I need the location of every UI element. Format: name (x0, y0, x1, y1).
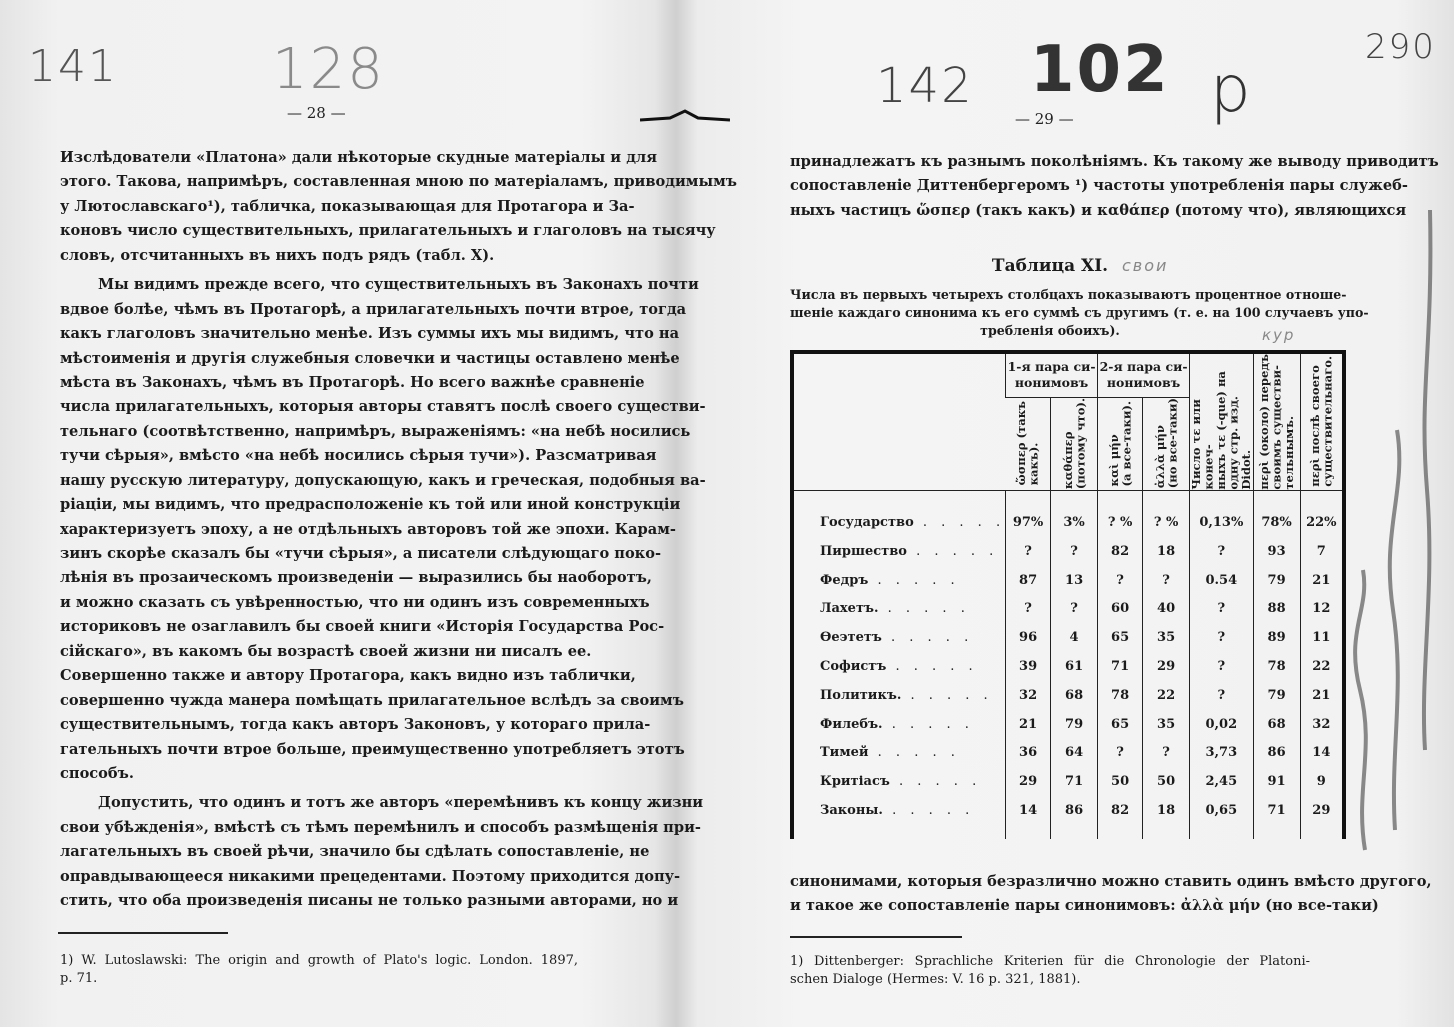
row-name: Федръ (820, 572, 869, 588)
table-cell: 89 (1253, 623, 1300, 652)
leader-dots: . . . . . (881, 630, 974, 646)
data-table (790, 350, 1346, 839)
table-corner-cell (792, 352, 1006, 490)
table-row (792, 710, 1344, 739)
leader-dots: . . . . . (868, 572, 960, 588)
row-label (792, 681, 1006, 710)
table-row (792, 681, 1344, 710)
text-line: schen Dialoge (Hermes: V. 16 p. 321, 1881). (790, 972, 1081, 987)
text-line: Мы видимъ прежде всего, что существительныхъ въ Законахъ почти (98, 276, 699, 294)
text-line: принадлежатъ къ разнымъ поколѣніямъ. Къ такому же выводу приводитъ (790, 153, 1439, 170)
table-cell: ? (1143, 739, 1190, 768)
handwritten-number: 290 (1365, 27, 1436, 67)
column-header (1051, 397, 1098, 490)
table-cell: 21 (1006, 710, 1051, 739)
row-name: Ѳеэтетъ (820, 630, 882, 646)
table-cell: 65 (1098, 623, 1143, 652)
table-cell: 78% (1253, 508, 1300, 537)
row-label (792, 796, 1006, 825)
text-line: ныхъ частицъ ὥσπερ (такъ какъ) и καθάπερ (потому что), являющихся (790, 201, 1407, 219)
text-line: у Лютославскаго¹), табличка, показывающая для Протагора и За- (60, 197, 635, 215)
text-line: и такое же сопоставленіе пары синонимовъ: ἀλλὰ μήν (но все-таки) (790, 897, 1379, 915)
column-header (1300, 352, 1344, 490)
table-cell: 35 (1143, 710, 1190, 739)
table-cell: 65 (1098, 710, 1143, 739)
footnote-rule (790, 936, 962, 938)
table-cell: 4 (1051, 623, 1098, 652)
table-cell: 79 (1253, 681, 1300, 710)
text-line: Изслѣдователи «Платона» дали нѣкоторые скудные матеріалы и для (60, 149, 657, 166)
table-cell: 93 (1253, 537, 1300, 566)
leader-dots: . . . . . (889, 774, 982, 790)
text-line: и можно сказать съ увѣренностью, что ни одинъ изъ современныхъ (60, 593, 650, 611)
table-caption (790, 286, 1369, 340)
table-cell: ? (1006, 537, 1051, 566)
table-cell: 7 (1300, 537, 1344, 566)
page-number: — 28 — (287, 104, 346, 122)
column-header-text: περὶ послѣ своего существительнаго. (1307, 356, 1335, 488)
column-header-text: Число τε или конеч- ныхъ τε (-que) на одну стр. изд. Didot. (1189, 371, 1254, 490)
table-cell: 0,13% (1190, 508, 1254, 537)
text-line: историковъ не озаглавилъ бы своей книги «Исторія Государства Рос- (60, 618, 665, 636)
text-line: мѣста въ Законахъ, чѣмъ въ Протагорѣ. Но всего важнѣе сравненіе (60, 373, 645, 391)
left-footnote (60, 952, 578, 988)
table-cell: 71 (1098, 652, 1143, 681)
table-cell: 0.54 (1190, 566, 1254, 595)
text-line: оправдывающееся никакими прецедентами. Поэтому приходится допу- (60, 867, 681, 885)
table-row (792, 623, 1344, 652)
table-cell: 32 (1300, 710, 1344, 739)
table-cell: 3,73 (1190, 739, 1254, 768)
footnote-rule (58, 932, 228, 934)
text-line: тучи сѣрыя», вмѣсто «на небѣ носились сѣрыя тучи»). Разсматривая (60, 447, 657, 465)
leader-dots: . . . . . (882, 716, 974, 732)
handwritten-note: свои (1122, 256, 1169, 275)
text-line: зинъ скорѣе сказалъ бы «тучи сѣрыя», а писатели слѣдующаго поко- (60, 545, 662, 562)
table-cell: 29 (1300, 796, 1344, 825)
text-line: Допустить, что одинъ и тотъ же авторъ «перемѣнивъ къ концу жизни (98, 794, 704, 812)
table-cell: 68 (1051, 681, 1098, 710)
table-cell: ? % (1143, 508, 1190, 537)
table-cell: 22 (1300, 652, 1344, 681)
table-cell: 0,02 (1190, 710, 1254, 739)
row-label (792, 710, 1006, 739)
table-cell: 13 (1051, 566, 1098, 595)
text-line: нашу русскую литературу, допускающую, какъ и греческая, подобныя ва- (60, 471, 706, 489)
table-cell: 50 (1143, 767, 1190, 796)
table-cell: ? (1051, 595, 1098, 624)
table-cell: 22% (1300, 508, 1344, 537)
table-cell: 86 (1051, 796, 1098, 825)
row-name: Софистъ (820, 659, 887, 674)
column-header-text: καὶ μήν (а все-таки). (1106, 400, 1134, 487)
column-header (1006, 397, 1051, 490)
binding-mark (640, 108, 730, 128)
table-row (792, 566, 1344, 595)
table-row (792, 739, 1344, 768)
row-label (792, 623, 1006, 652)
text-line: тельнаго (соотвѣтственно, напримѣръ, выраженіямъ: «на небѣ носились (60, 422, 691, 440)
row-name: Критіасъ (820, 774, 890, 790)
table-cell: ? (1190, 681, 1254, 710)
right-page-body-top (790, 150, 1439, 223)
caption-line: требленія обоихъ). (980, 323, 1120, 338)
column-header-text: ὥσπερ (такъ какъ). (1014, 401, 1041, 486)
text-line: 1) W. Lutoslawski: The origin and growth of Plato's logic. London. 1897, (60, 953, 578, 968)
text-line: сійскаго», въ какомъ бы возрастѣ своей жизни ни писалъ ее. (60, 642, 592, 660)
table-cell: 3% (1051, 508, 1098, 537)
table-cell: 11 (1300, 623, 1344, 652)
text-line: гательныхъ почти втрое больше, преимущественно употребляетъ этотъ (60, 740, 685, 758)
text-line: существительнымъ, тогда какъ авторъ Законовъ, у котораго прила- (60, 716, 651, 734)
row-name: Пиршество (820, 543, 907, 559)
row-name: Тимей (820, 745, 869, 761)
table-cell: 50 (1098, 767, 1143, 796)
table-cell: ? (1051, 537, 1098, 566)
row-name: Законы. (820, 802, 883, 818)
text-line: коновъ число существительныхъ, прилагательныхъ и глаголовъ на тысячу (60, 222, 716, 240)
text-line: этого. Такова, напримѣръ, составленная мною по матеріаламъ, приводимымъ (60, 173, 737, 191)
row-label (792, 566, 1006, 595)
table-cell: 64 (1051, 739, 1098, 768)
text-line: характеризуетъ эпоху, а не отдѣльныхъ авторовъ той же эпохи. Карам- (60, 520, 676, 538)
column-header-text: καθάπερ (потому что). (1060, 398, 1088, 490)
table-cell: 61 (1051, 652, 1098, 681)
text-line: какъ глаголовъ значительно менѣе. Изъ суммы ихъ мы видимъ, что на (60, 325, 680, 343)
table-cell: 36 (1006, 739, 1051, 768)
table-cell: 97% (1006, 508, 1051, 537)
handwritten-letter: р (1210, 53, 1253, 127)
leader-dots: . . . . . (882, 802, 975, 818)
text-line: совершенно чужда манера помѣщать прилагательное вслѣдъ за своимъ (60, 691, 684, 709)
column-header (1253, 352, 1300, 490)
row-name: Политикъ. (820, 687, 902, 703)
table-cell: 79 (1253, 566, 1300, 595)
handwritten-note: кур (1262, 326, 1296, 344)
page-number: — 29 — (1015, 110, 1074, 128)
row-label (792, 537, 1006, 566)
table-cell: ? (1098, 566, 1143, 595)
text-line: Совершенно также и автору Протагора, какъ видно изъ таблички, (60, 667, 636, 685)
table-cell: 88 (1253, 595, 1300, 624)
table-cell: 14 (1300, 739, 1344, 768)
leader-dots: . . . . . (878, 601, 970, 617)
text-line: свои убѣжденія», вмѣстѣ съ тѣмъ перемѣнилъ и способъ размѣщенія при- (60, 818, 701, 836)
table-title: Таблица XI. (991, 256, 1109, 276)
table-cell: 29 (1006, 767, 1051, 796)
caption-line: Числа въ первыхъ четырехъ столбцахъ показываютъ процентное отноше- (790, 287, 1347, 302)
text-line: мѣстоименія и другія служебныя словечки и частицы оставлено менѣе (60, 349, 680, 367)
row-label (792, 508, 1006, 537)
handwritten-number: 141 (28, 41, 118, 92)
leader-dots: . . . . . (913, 515, 1006, 531)
table-cell: 86 (1253, 739, 1300, 768)
table-cell: 18 (1143, 796, 1190, 825)
text-line: способъ. (60, 764, 134, 782)
table-cell: 68 (1253, 710, 1300, 739)
table-cell: 71 (1253, 796, 1300, 825)
table-cell: 29 (1143, 652, 1190, 681)
table-cell: ? (1190, 623, 1254, 652)
table-cell: ? (1190, 595, 1254, 624)
handwritten-number: 142 (876, 58, 974, 114)
table-cell: 18 (1143, 537, 1190, 566)
leader-dots: . . . . . (906, 543, 999, 559)
row-name: Государство (820, 515, 914, 531)
right-page-body-bottom (790, 870, 1432, 919)
right-footnote (790, 953, 1310, 989)
table-cell: 87 (1006, 566, 1051, 595)
text-line: числа прилагательныхъ, которыя авторы ставятъ послѣ своего существи- (60, 398, 706, 416)
text-line: лѣнія въ прозаическомъ произведеніи — выразились бы наоборотъ, (60, 569, 652, 587)
text-line: ріаціи, мы видимъ, что предрасположеніе къ той или иной конструкціи (60, 496, 681, 514)
column-header (1190, 352, 1254, 490)
text-line: 1) Dittenberger: Sprachliche Kriterien für die Chronologie der Platoni- (790, 954, 1310, 969)
row-name: Филебъ. (820, 716, 883, 732)
table-row (792, 652, 1344, 681)
table-cell: 39 (1006, 652, 1051, 681)
column-header-text: περὶ (около) передъ своимъ существи- тельнымъ. (1256, 354, 1296, 490)
table-row (792, 537, 1344, 566)
handwritten-margin-scrawl (1335, 190, 1445, 870)
table-cell: 14 (1006, 796, 1051, 825)
table-cell: 21 (1300, 566, 1344, 595)
table-row (792, 508, 1344, 537)
table-row (792, 595, 1344, 624)
table-cell: 96 (1006, 623, 1051, 652)
column-header-text: ἀλλὰ μήν (но все-таки) (1152, 398, 1180, 489)
table-cell: 82 (1098, 537, 1143, 566)
row-label (792, 652, 1006, 681)
left-page-body (60, 146, 737, 919)
table-cell: 79 (1051, 710, 1098, 739)
column-group-header: 1-я пара си- нонимовъ (1006, 352, 1098, 397)
leader-dots: . . . . . (886, 659, 978, 674)
table-cell: 78 (1098, 681, 1143, 710)
table-cell: 22 (1143, 681, 1190, 710)
table-cell: 60 (1098, 595, 1143, 624)
table-cell: ? (1098, 739, 1143, 768)
column-header (1143, 397, 1190, 490)
table-cell: 0,65 (1190, 796, 1254, 825)
text-line: вдвое болѣе, чѣмъ въ Протагорѣ, а прилагательныхъ почти втрое, тогда (60, 300, 687, 318)
row-name: Лахетъ. (820, 601, 879, 617)
table-cell: 78 (1253, 652, 1300, 681)
text-line: лагательныхъ въ своей рѣчи, значило бы сдѣлать сопоставленіе, не (60, 843, 650, 861)
table-cell: 12 (1300, 595, 1344, 624)
table-cell: ? (1006, 595, 1051, 624)
row-label (792, 739, 1006, 768)
table-cell: ? (1143, 566, 1190, 595)
paragraph (60, 791, 704, 913)
column-group-header: 2-я пара си- нонимовъ (1098, 352, 1190, 397)
row-label (792, 595, 1006, 624)
table-cell: 91 (1253, 767, 1300, 796)
table-cell: ? (1190, 537, 1254, 566)
table-cell: 21 (1300, 681, 1344, 710)
text-line: словъ, отсчитанныхъ въ нихъ подъ рядъ (табл. X). (60, 246, 495, 264)
text-line: стить, что оба произведенія писаны не только разными авторами, но и (60, 892, 679, 910)
text-line: синонимами, которыя безразлично можно ставить одинъ вмѣсто другого, (790, 873, 1432, 890)
table-cell: 71 (1051, 767, 1098, 796)
table-cell: 2,45 (1190, 767, 1254, 796)
paragraph (60, 146, 737, 268)
row-label (792, 767, 1006, 796)
table-row (792, 767, 1344, 796)
table-cell: 35 (1143, 623, 1190, 652)
table-cell: 40 (1143, 595, 1190, 624)
leader-dots: . . . . . (901, 687, 993, 703)
leader-dots: . . . . . (868, 745, 960, 761)
handwritten-number: 102 (1030, 33, 1170, 107)
table-cell: 82 (1098, 796, 1143, 825)
table-row (792, 796, 1344, 825)
caption-line: шеніе каждаго синонима къ его суммѣ съ другимъ (т. е. на 100 случаевъ упо- (790, 305, 1369, 320)
table-cell: ? (1190, 652, 1254, 681)
handwritten-number: 128 (272, 37, 385, 102)
text-line: p. 71. (60, 971, 98, 986)
table-cell: 32 (1006, 681, 1051, 710)
text-line: сопоставленіе Диттенбергеромъ ¹) частоты употребленія пары служеб- (790, 177, 1408, 195)
column-header (1098, 397, 1143, 490)
table-cell: 9 (1300, 767, 1344, 796)
paragraph (60, 273, 706, 786)
table-cell: ? % (1098, 508, 1143, 537)
